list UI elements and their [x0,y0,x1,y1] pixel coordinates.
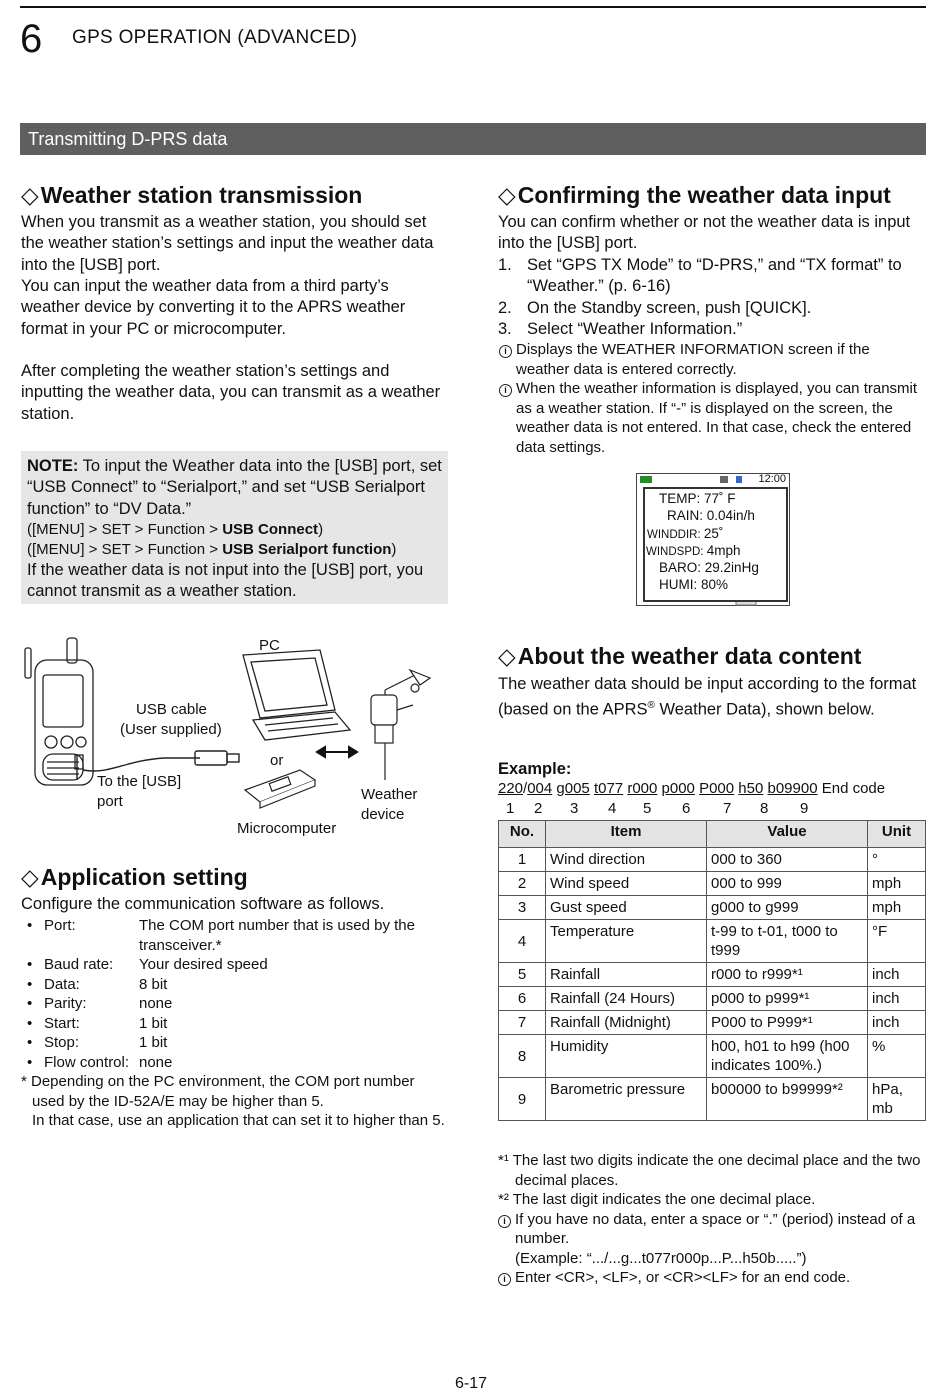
weather-tx-p1: When you transmit as a weather station, you should set the weather station’s settings and input the weather data into the [USB] port. [21,213,434,274]
cell-value: t-99 to t-01, t000 to t999 [707,920,868,963]
field-number: 9 [800,800,809,817]
field-number: 6 [682,800,691,817]
diamond-icon: ◇ [498,643,516,669]
step-2: 2. On the Standby screen, push [QUICK]. [498,298,812,317]
laptop-illustration [243,650,350,740]
cell-unit: inch [868,987,926,1011]
confirm-steps [498,255,923,340]
table-row [499,848,926,872]
weather-data-table [498,820,926,1121]
info-note-2: i When the weather information is displayed, you can transmit as a weather station. If “-” is displayed on the screen, the weather data is not entered. In that case, check the entered data settings. [499,379,919,457]
setting-row: • Parity: none [27,995,173,1012]
app-setting-footnote: * Depending on the PC environment, the COM port number used by the ID-52A/E may be higher than 5. In that case, use an application that can set it to higher than 5. [21,1073,445,1129]
table-header-row [499,821,926,848]
page-number: 6-17 [455,1375,488,1392]
table-row [499,872,926,896]
note-menu-path-2: ([MENU] > SET > Function > USB Serialport function) [27,540,397,558]
to-usb-label-1: To the [USB] [97,773,182,790]
cell-unit: mph [868,872,926,896]
cell-value: 000 to 360 [707,848,868,872]
setting-row: • Port: The COM port number that is used by the transceiver.* [21,916,446,955]
setting-row: • Flow control: none [27,1053,173,1071]
cell-item: Wind speed [546,872,707,896]
setting-value: The COM port number that is used by the transceiver.* [139,917,415,954]
weather-tx-p3: After completing the weather station’s settings and inputting the weather data, you can transmit as a weather station. [21,362,441,423]
step-1: 1. Set “GPS TX Mode” to “D-PRS,” and “TX format” to “Weather.” (p. 6-16) [498,256,902,296]
example-segment: P000 [699,780,735,797]
example-segment: b09900 [767,780,818,797]
lcd-row-temp: TEMP: 77˚ F [659,491,736,506]
lcd-row-baro: BARO: 29.2inHg [659,560,759,575]
confirm-intro: You can confirm whether or not the weather data is input into the [USB] port. [498,213,911,253]
battery-icon [640,476,652,483]
cell-unit: mph [868,896,926,920]
cell-item: Temperature [546,920,707,963]
example-segment: 004 [527,780,553,797]
example-segment: t077 [593,780,624,797]
cell-no: 3 [499,896,546,920]
setting-value: 8 bit [139,975,168,993]
cell-value: h00, h01 to h99 (h00 indicates 100%.) [707,1035,868,1078]
example-segment: 220 [498,780,524,797]
or-label: or [270,752,284,769]
note-tail: If the weather data is not input into the [USB] port, you cannot transmit as a weather station. [27,560,424,601]
info-note-no-data: i If you have no data, enter a space or “.” (period) instead of a number. (Example: “.../...g...t077r000p...P...h50b.....”) [498,1210,923,1269]
table-row [499,987,926,1011]
info-icon: i [498,1273,511,1286]
setting-row: • Start: 1 bit [27,1014,168,1032]
app-setting-list [21,916,446,1072]
pc-label: PC [259,637,280,654]
lcd-weather-panel [643,487,788,602]
cell-no: 1 [499,848,546,872]
field-number: 1 [506,800,515,817]
th-value: Value [707,821,868,848]
setting-key: Baud rate: [44,956,114,973]
transceiver-illustration [25,638,93,785]
lcd-row-humi: HUMI: 80% [659,577,729,592]
example-code [498,780,885,797]
usb-cable-label-2: (User supplied) [120,721,222,738]
weather-device-illustration [371,670,430,780]
setting-value: Your desired speed [139,956,268,973]
table-row [499,1011,926,1035]
cell-no: 6 [499,987,546,1011]
example-label: Example: [498,760,572,778]
table-row [499,1078,926,1121]
cell-value: b00000 to b99999*² [707,1078,868,1121]
note-menu-path-1: ([MENU] > SET > Function > USB Connect) [27,520,324,538]
lcd-time: 12:00 [758,473,786,485]
cell-item: Gust speed [546,896,707,920]
field-number: 3 [570,800,579,817]
chapter-number: 6 [20,17,43,61]
table-row [499,920,926,963]
field-number: 7 [723,800,732,817]
cell-value: g000 to g999 [707,896,868,920]
footnote-1: *¹ The last two digits indicate the one decimal place and the two decimal places. [498,1152,921,1189]
setting-row: • Baud rate: Your desired speed [27,956,268,973]
info-note-1: i Displays the WEATHER INFORMATION screen if the weather data is entered correctly. [499,340,919,379]
footnote-2: *² The last digit indicates the one decimal place. [498,1191,816,1208]
microcomputer-illustration [245,770,315,808]
diamond-icon: ◇ [21,864,39,890]
note-text: NOTE: To input the Weather data into the [USB] port, set “USB Connect” to “Serialport,” and set “USB Serialport function” to “DV Data.” [27,457,442,518]
cell-value: P000 to P999*¹ [707,1011,868,1035]
about-intro: The weather data should be input according to the format (based on the APRS® Weather Data), shown below. [498,675,917,719]
field-number: 4 [608,800,617,817]
th-no: No. [499,821,546,848]
setting-row: • Data: 8 bit [27,975,168,993]
info-icon: i [499,384,512,397]
example-segment: / [523,780,528,797]
about-footnotes [498,1151,923,1288]
weather-device-label-1: Weather [361,786,418,803]
example-segment: h50 [738,780,764,797]
info-icon: i [498,1215,511,1228]
table-row [499,896,926,920]
weather-information-screen [636,473,790,606]
cell-unit: hPa, mb [868,1078,926,1121]
cell-unit: % [868,1035,926,1078]
th-item: Item [546,821,707,848]
field-number: 8 [760,800,769,817]
usb-cable-label-1: USB cable [136,701,207,718]
cell-unit: °F [868,920,926,963]
note-box [21,451,448,604]
cell-value: 000 to 999 [707,872,868,896]
example-segment: g005 [556,780,590,797]
cell-item: Rainfall (Midnight) [546,1011,707,1035]
bidirectional-arrow-icon [317,747,357,757]
setting-key: Start: [44,1014,80,1032]
to-usb-label-2: port [97,793,123,810]
example-segment: r000 [627,780,658,797]
setting-key: Port: [44,917,76,934]
setting-key: Flow control: [44,1053,130,1071]
setting-value: 1 bit [139,1014,168,1032]
about-heading: ◇About the weather data content [498,643,862,669]
table-row [499,1035,926,1078]
gps-icon [720,476,728,483]
th-unit: Unit [868,821,926,848]
setting-row: • Stop: 1 bit [27,1034,168,1051]
step-3: 3. Select “Weather Information.” [498,319,743,338]
setting-key: Stop: [44,1034,80,1051]
cell-no: 2 [499,872,546,896]
bluetooth-icon [736,476,742,483]
weather-device-label-2: device [361,806,405,823]
microcomputer-label: Microcomputer [237,820,337,837]
cell-no: 9 [499,1078,546,1121]
cell-item: Barometric pressure [546,1078,707,1121]
section-banner: Transmitting D-PRS data [20,123,926,155]
cell-item: Wind direction [546,848,707,872]
cell-no: 8 [499,1035,546,1078]
lcd-row-windspd: WINDSPD: 4mph [646,543,741,558]
diamond-icon: ◇ [498,182,516,208]
cell-unit: ° [868,848,926,872]
chapter-title: GPS OPERATION (ADVANCED) [72,27,358,48]
cell-value: r000 to r999*¹ [707,963,868,987]
cell-value: p000 to p999*¹ [707,987,868,1011]
weather-tx-heading: ◇Weather station transmission [21,182,363,208]
example-segment: End code [817,780,886,797]
cell-no: 4 [499,920,546,963]
cell-unit: inch [868,963,926,987]
weather-tx-p2: You can input the weather data from a third party’s weather device by converting it to the APRS weather format in your PC or microcomputer. [21,277,406,338]
setting-value: none [139,995,173,1012]
confirm-info [499,340,919,457]
info-icon: i [499,345,512,358]
diamond-icon: ◇ [21,182,39,208]
cell-no: 7 [499,1011,546,1035]
example-segment: p000 [661,780,695,797]
lcd-row-rain: RAIN: 0.04in/h [667,508,755,523]
setting-key: Data: [44,975,80,993]
lcd-row-winddir: WINDDIR: 25˚ [647,526,724,541]
field-number: 2 [534,800,543,817]
setting-key: Parity: [44,995,87,1012]
cell-item: Rainfall [546,963,707,987]
app-setting-heading: ◇Application setting [21,864,248,890]
info-note-end-code: i Enter <CR>, <LF>, or <CR><LF> for an end code. [498,1268,923,1288]
cell-item: Rainfall (24 Hours) [546,987,707,1011]
setting-value: 1 bit [139,1034,168,1051]
cell-item: Humidity [546,1035,707,1078]
cell-unit: inch [868,1011,926,1035]
field-number: 5 [643,800,652,817]
cell-no: 5 [499,963,546,987]
confirm-heading: ◇Confirming the weather data input [498,182,891,208]
header-rule [20,6,926,8]
app-setting-intro: Configure the communication software as follows. [21,895,385,913]
setting-value: none [139,1053,173,1071]
table-row [499,963,926,987]
